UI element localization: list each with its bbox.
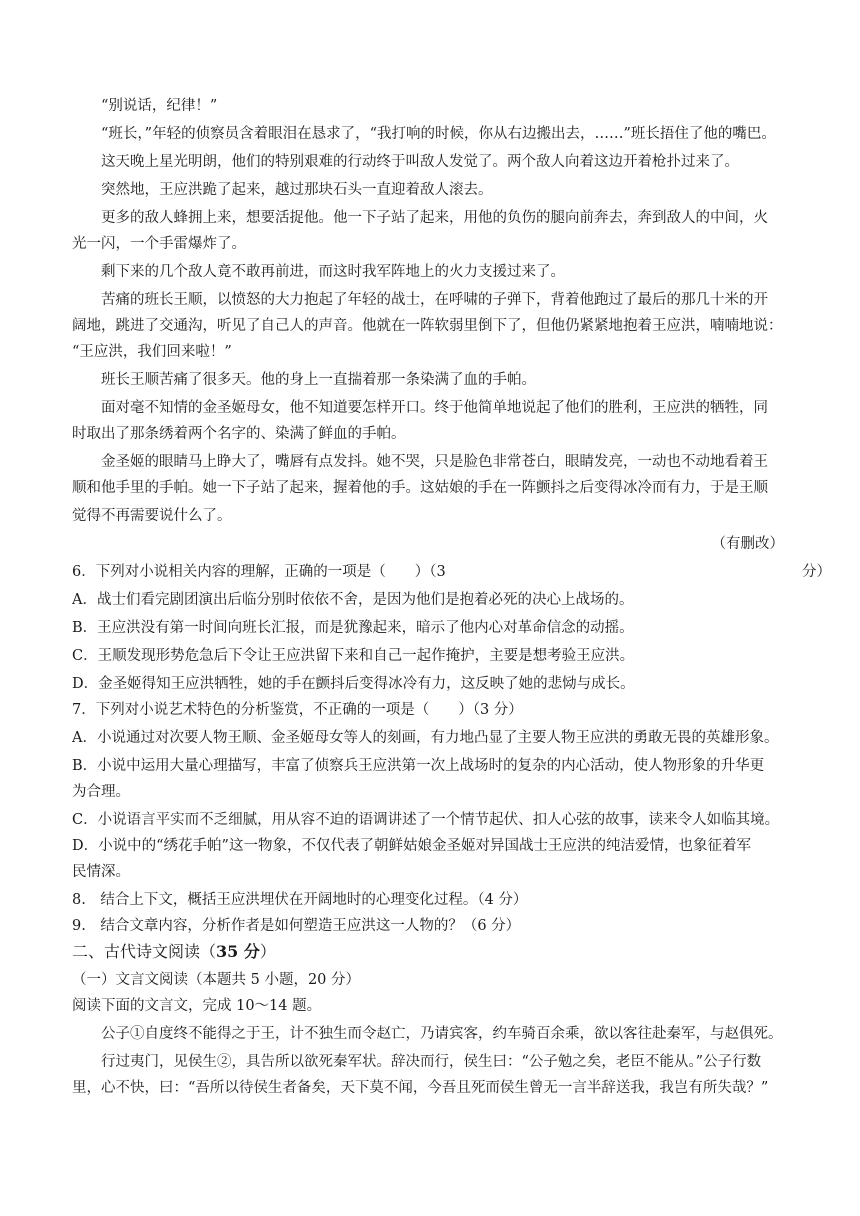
passage-paragraph-cont: 时取出了那条绣着两个名字的、染满了鲜血的手帕。 bbox=[72, 426, 406, 442]
section-2-heading-points: 35 分 bbox=[216, 942, 260, 961]
question-8: 8. 结合上下文，概括王应洪埋伏在开阔地时的心理变化过程。（4 分） bbox=[72, 892, 528, 908]
passage-paragraph: “别说话，纪律！” bbox=[101, 98, 218, 114]
question-6-stem bbox=[72, 562, 831, 582]
abridged-note: （有删改） bbox=[711, 536, 784, 552]
question-7-option-c: C．小说语言平实而不乏细腻，用从容不迫的语调讲述了一个情节起伏、扣人心弦的故事，读来令人如临其境。 bbox=[72, 812, 780, 828]
passage-paragraph-cont: 光一闪，一个手雷爆炸了。 bbox=[72, 236, 246, 252]
passage-paragraph-cont: 顺和他手里的手帕。她一下子站了起来，握着他的手。这姑娘的手在一阵颤抖之后变得冰冷而有力，于是王顺 bbox=[72, 480, 768, 496]
section-2-heading bbox=[72, 942, 792, 962]
question-6-text: 6．下列对小说相关内容的理解，正确的一项是（ ）（3 bbox=[72, 564, 446, 580]
classical-text-paragraph: 公子①自度终不能得之于王，计不独生而令赵亡，乃请宾客，约车骑百余乘，欲以客往赴秦军，与赵俱死。 bbox=[101, 1026, 783, 1042]
reading-instruction: 阅读下面的文言文，完成 10～14 题。 bbox=[72, 998, 322, 1014]
section-2-heading-text: 二、古代诗文阅读（ bbox=[72, 942, 217, 961]
classical-text-paragraph-cont: 里，心不快，曰：“吾所以待侯生者备矣，天下莫不闻，今吾且死而侯生曾无一言半辞送我，我岂有所失哉？” bbox=[72, 1080, 769, 1096]
question-6-option-a: A．战士们看完剧团演出后临分别时依依不舍，是因为他们是抱着必死的决心上战场的。 bbox=[72, 592, 634, 608]
question-7-option-b-cont: 为合理。 bbox=[72, 784, 130, 800]
question-7-option-d: D．小说中的“绣花手帕”这一物象，不仅代表了朝鲜姑娘金圣姬对异国战士王应洪的纯洁爱情，也象征着军 bbox=[72, 838, 751, 854]
question-7-option-d-cont: 民情深。 bbox=[72, 864, 130, 880]
question-6-option-c: C．王顺发现形势危急后下令让王应洪留下来和自己一起作掩护，主要是想考验王应洪。 bbox=[72, 648, 635, 664]
question-7-stem: 7．下列对小说艺术特色的分析鉴赏，不正确的一项是（ ）（3 分） bbox=[72, 702, 523, 718]
passage-paragraph-cont: “王应洪，我们回来啦！” bbox=[72, 344, 232, 360]
section-2-heading-close: ） bbox=[259, 942, 276, 961]
passage-paragraph: 剩下来的几个敌人竟不敢再前进，而这时我军阵地上的火力支援过来了。 bbox=[101, 264, 565, 280]
question-9: 9. 结合文章内容，分析作者是如何塑造王应洪这一人物的？（6 分） bbox=[72, 918, 521, 934]
classical-text-paragraph: 行过夷门，见侯生②，具告所以欲死秦军状。辞决而行，侯生曰：“公子勉之矣，老臣不能从。”公子行数 bbox=[101, 1054, 762, 1070]
question-7-option-a: A．小说通过对次要人物王顺、金圣姬母女等人的刻画，有力地凸显了主要人物王应洪的勇敢无畏的英雄形象。 bbox=[72, 730, 779, 746]
passage-paragraph-cont: 觉得不再需要说什么了。 bbox=[72, 508, 232, 524]
question-6-option-b: B．王应洪没有第一时间向班长汇报，而是犹豫起来，暗示了他内心对革命信念的动摇。 bbox=[72, 620, 634, 636]
question-6-points-tail: 分） bbox=[802, 564, 831, 580]
passage-paragraph: 金圣姬的眼睛马上睁大了，嘴唇有点发抖。她不哭，只是脸色非常苍白，眼睛发亮，一动也不动地看着王 bbox=[101, 454, 768, 470]
question-7-option-b: B．小说中运用大量心理描写，丰富了侦察兵王应洪第一次上战场时的复杂的内心活动，使人物形象的升华更 bbox=[72, 758, 765, 774]
passage-paragraph: 突然地，王应洪跪了起来，越过那块石头一直迎着敌人滚去。 bbox=[101, 182, 493, 198]
passage-paragraph: 面对毫不知情的金圣姬母女，他不知道要怎样开口。终于他简单地说起了他们的胜利，王应洪的牺牲，同 bbox=[101, 400, 768, 416]
passage-paragraph-cont: 阔地，跳进了交通沟，听见了自己人的声音。他就在一阵软弱里倒下了，但他仍紧紧地抱着王应洪，喃喃地说： bbox=[72, 318, 783, 334]
passage-paragraph: “班长，”年轻的侦察员含着眼泪在恳求了，“我打响的时候，你从右边搬出去，……”班长捂住了他的嘴巴。 bbox=[101, 126, 776, 142]
question-6-option-d: D．金圣姬得知王应洪牺牲，她的手在颤抖后变得冰冷有力，这反映了她的悲恸与成长。 bbox=[72, 676, 635, 692]
passage-paragraph: 这天晚上星光明朗，他们的特别艰难的行动终于叫敌人发觉了。两个敌人向着这边开着枪扑过来了。 bbox=[101, 154, 739, 170]
passage-paragraph: 苦痛的班长王顺，以愤怒的大力抱起了年轻的战士，在呼啸的子弹下，背着他跑过了最后的那几十米的开 bbox=[101, 292, 768, 308]
passage-paragraph: 班长王顺苦痛了很多天。他的身上一直揣着那一条染满了血的手帕。 bbox=[101, 372, 536, 388]
subsection-heading: （一）文言文阅读（本题共 5 小题，20 分） bbox=[72, 972, 361, 988]
passage-paragraph: 更多的敌人蜂拥上来，想要活捉他。他一下子站了起来，用他的负伤的腿向前奔去，奔到敌人的中间，火 bbox=[101, 210, 768, 226]
